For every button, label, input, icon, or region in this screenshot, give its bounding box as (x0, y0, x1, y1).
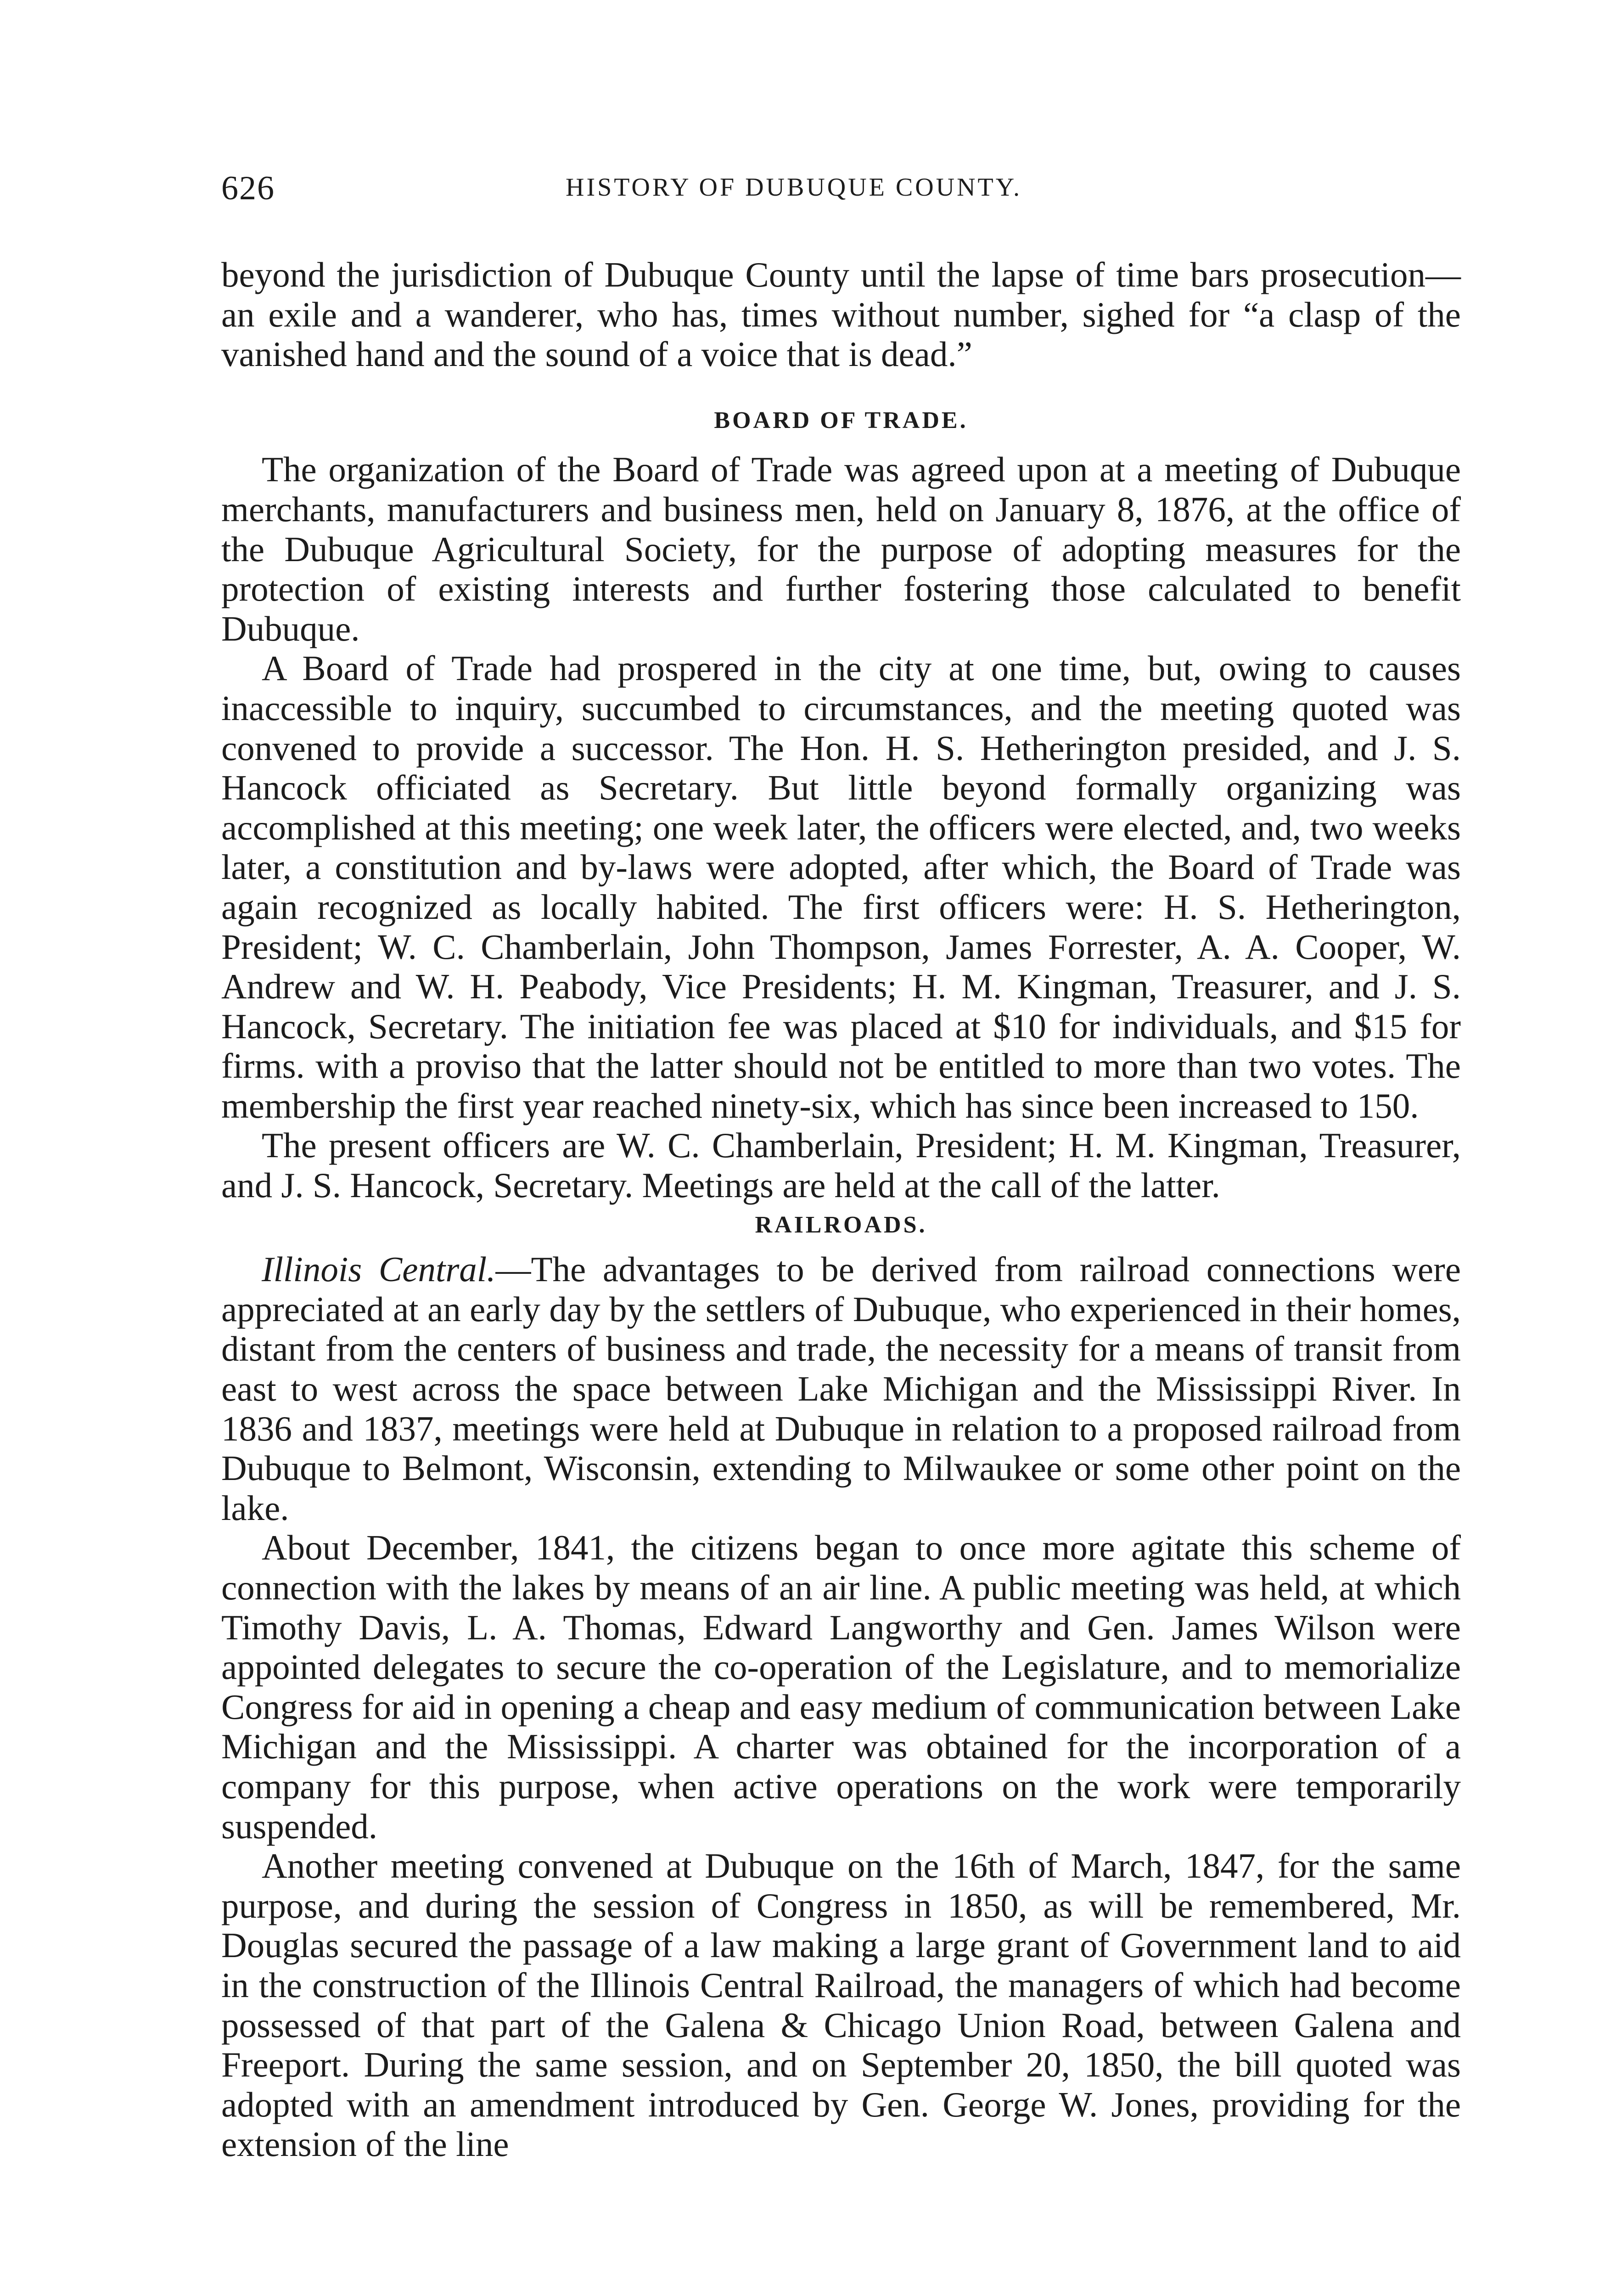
page-number: 626 (221, 169, 275, 207)
body-text (221, 255, 1461, 2164)
paragraph: The organization of the Board of Trade was agreed upon at a meeting of Dubuque merchants, manufacturers and business men, held on January 8, 1876, at the office of the Dubuque Agricultural Society, for the purpose of adopting measures for the protection of existing interests and further fostering those calculated to benefit Dubuque. (221, 450, 1461, 648)
intro-paragraph: beyond the jurisdiction of Dubuque County until the lapse of time bars prosecution—an exile and a wanderer, who has, times without number, sighed for “a clasp of the vanished hand and the sound of a voice that is dead.” (221, 255, 1461, 374)
run-in-title: Illinois Central. (262, 1249, 496, 1289)
paragraph: About December, 1841, the citizens began to once more agitate this scheme of connection with the lakes by means of an air line. A public meeting was held, at which Timothy Davis, L. A. Thomas, Edward Langworthy and Gen. James Wilson were appointed delegates to secure the co-operation of the Legislature, and to memorialize Congress for aid in opening a cheap and easy medium of communication between Lake Michigan and the Mississippi. A charter was obtained for the incorporation of a company for this purpose, when active operations on the work were temporarily suspended. (221, 1528, 1461, 1846)
section-heading-railroads: RAILROADS. (755, 1211, 927, 1238)
paragraph: Another meeting convened at Dubuque on the 16th of March, 1847, for the same purpose, and during the session of Congress in 1850, as will be remembered, Mr. Douglas secured the passage of a law making a large grant of Government land to aid in the construction of the Illinois Central Railroad, the managers of which had become possessed of that part of the Galena & Chicago Union Road, between Galena and Freeport. During the same session, and on September 20, 1850, the bill quoted was adopted with an amendment introduced by Gen. George W. Jones, providing for the extension of the line (221, 1846, 1461, 2164)
running-header (221, 169, 1461, 210)
paragraph: The present officers are W. C. Chamberlain, President; H. M. Kingman, Treasurer, and J. S. Hancock, Secretary. Meetings are held at the call of the latter. (221, 1125, 1461, 1205)
paragraph: A Board of Trade had prospered in the city at one time, but, owing to causes inaccessible to inquiry, succumbed to circumstances, and the meeting quoted was convened to provide a successor. The Hon. H. S. Hetherington presided, and J. S. Hancock officiated as Secretary. But little beyond formally organizing was accomplished at this meeting; one week later, the officers were elected, and, two weeks later, a constitution and by-laws were adopted, after which, the Board of Trade was again recognized as locally habited. The first officers were: H. S. Hetherington, President; W. C. Chamberlain, John Thompson, James Forrester, A. A. Cooper, W. Andrew and W. H. Peabody, Vice Presidents; H. M. Kingman, Treasurer, and J. S. Hancock, Secretary. The initiation fee was placed at $10 for individuals, and $15 for firms. with a proviso that the latter should not be entitled to more than two votes. The membership the first year reached ninety-six, which has since been increased to 150. (221, 648, 1461, 1125)
paragraph-text: —The advantages to be derived from railroad connections were appreciated at an early day by the settlers of Dubuque, who experienced in their homes, distant from the centers of business and trade, the necessity for a means of transit from east to west across the space between Lake Michigan and the Mississippi River. In 1836 and 1837, meetings were held at Dubuque in relation to a proposed railroad from Dubuque to Belmont, Wisconsin, extending to Milwaukee or some other point on the lake. (221, 1249, 1461, 1528)
section-heading-board-of-trade: BOARD OF TRADE. (714, 407, 968, 433)
running-title: HISTORY OF DUBUQUE COUNTY. (566, 173, 1022, 202)
paragraph-illinois-central (221, 1249, 1461, 1528)
